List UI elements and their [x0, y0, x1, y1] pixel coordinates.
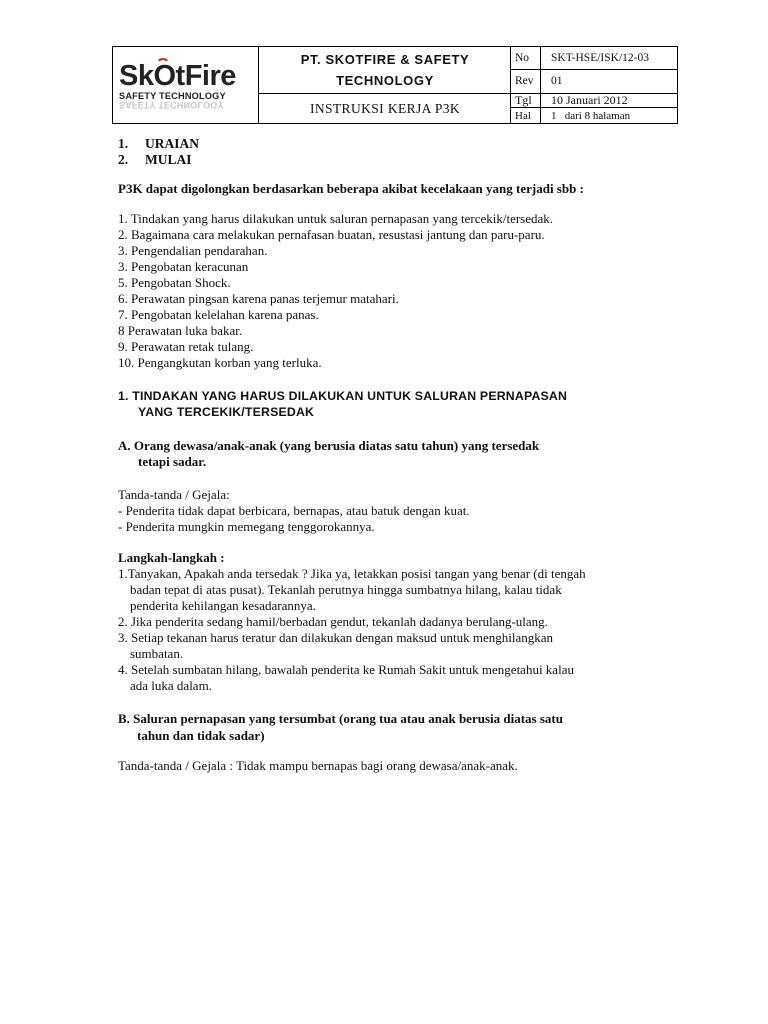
- step-line: badan tepat di atas pusat). Tekanlah perutnya hingga sumbatnya hilang, kalau tidak: [130, 582, 562, 597]
- document-title: INSTRUKSI KERJA P3K: [309, 100, 461, 116]
- meta-row-page: [511, 107, 678, 124]
- step-line: 2. Jika penderita sedang hamil/berbadan gendut, tekanlah dadanya berulang-ulang.: [118, 614, 548, 629]
- meta-value: 10 Januari 2012: [551, 92, 628, 107]
- list-item: 5. Pengobatan Shock.: [118, 275, 231, 290]
- meta-value: SKT-HSE/ISK/12-03: [551, 52, 649, 64]
- symptoms-label: Tanda-tanda / Gejala:: [118, 487, 230, 502]
- logo-tagline: SAFETY TECHNOLOGY: [119, 91, 226, 101]
- meta-row-date: [511, 93, 678, 107]
- meta-key: Tgl: [515, 92, 532, 107]
- logo-wordmark: SkOtFire: [119, 60, 236, 92]
- meta-row-no: [511, 47, 678, 69]
- step-line: 3. Setiap tekanan harus teratur dan dilakukan dengan maksud untuk menghilangkan: [118, 630, 554, 645]
- company-logo: [119, 61, 251, 111]
- logo-flame-o: O: [153, 60, 176, 92]
- step-line: 4. Setelah sumbatan hilang, bawalah penderita ke Rumah Sakit untuk mengetahui kalau: [118, 662, 574, 677]
- company-name-line1: PT. SKOTFIRE & SAFETY: [300, 52, 470, 67]
- document-header: [112, 46, 678, 124]
- subsection-heading-line: tetapi sadar.: [138, 454, 207, 469]
- meta-key: Hal: [515, 109, 531, 122]
- heading-uraian: 1. URAIAN: [118, 136, 199, 151]
- company-name: [259, 47, 511, 93]
- meta-value: 1 dari 8 halaman: [551, 109, 631, 122]
- section-heading-line: 1. TINDAKAN YANG HARUS DILAKUKAN UNTUK SALURAN PERNAPASAN: [118, 389, 568, 403]
- step-line: penderita kehilangan kesadarannya.: [130, 598, 316, 613]
- list-item: 7. Pengobatan kelelahan karena panas.: [118, 307, 319, 322]
- list-item: 1. Tindakan yang harus dilakukan untuk saluran pernapasan yang tercekik/tersedak.: [118, 211, 554, 226]
- intro-paragraph: P3K dapat digolongkan berdasarkan beberapa akibat kecelakaan yang terjadi sbb :: [118, 181, 584, 196]
- meta-value: 01: [551, 75, 563, 87]
- heading-mulai: 2. MULAI: [118, 152, 192, 167]
- list-item: 3. Pengendalian pendarahan.: [118, 243, 268, 258]
- step-line: 1.Tanyakan, Apakah anda tersedak ? Jika ya, letakkan posisi tangan yang benar (di tengah: [118, 566, 586, 581]
- list-item: 8 Perawatan luka bakar.: [118, 323, 243, 338]
- subsection-heading-a: [118, 438, 638, 470]
- section-heading-1: [118, 388, 638, 420]
- symptoms-a: [118, 487, 638, 535]
- subsection-heading-b: [118, 710, 638, 744]
- list-item: 3. Pengobatan keracunan: [118, 259, 249, 274]
- list-item: 10. Pengangkutan korban yang terluka.: [118, 355, 322, 370]
- p3k-category-list: [118, 211, 638, 371]
- logo-tagline-reflection: SAFETY TECHNOLOGY: [119, 100, 224, 110]
- steps-list: [118, 566, 638, 694]
- company-name-line2: TECHNOLOGY: [336, 73, 434, 88]
- list-item: 6. Perawatan pingsan karena panas terjemur matahari.: [118, 291, 399, 306]
- subsection-heading-line: A. Orang dewasa/anak-anak (yang berusia diatas satu tahun) yang tersedak: [118, 438, 540, 453]
- subsection-heading-line: B. Saluran pernapasan yang tersumbat (orang tua atau anak berusia diatas satu: [118, 711, 563, 726]
- step-line: ada luka dalam.: [130, 678, 212, 693]
- meta-key: Rev: [515, 75, 534, 87]
- symptom-item: - Penderita tidak dapat berbicara, bernapas, atau batuk dengan kuat.: [118, 503, 470, 518]
- meta-row-rev: [511, 69, 678, 93]
- step-line: sumbatan.: [130, 646, 184, 661]
- meta-key: No: [515, 52, 530, 64]
- symptom-item: - Penderita mungkin memegang tenggorokannya.: [118, 519, 375, 534]
- subsection-heading-line: tahun dan tidak sadar): [137, 728, 265, 743]
- section-heading-line: YANG TERCEKIK/TERSEDAK: [138, 405, 315, 419]
- symptoms-b: Tanda-tanda / Gejala : Tidak mampu bernapas bagi orang dewasa/anak-anak.: [118, 758, 518, 773]
- list-item: 9. Perawatan retak tulang.: [118, 339, 254, 354]
- steps-title: Langkah-langkah :: [118, 550, 225, 565]
- document-body: [118, 136, 638, 774]
- list-item: 2. Bagaimana cara melakukan pernafasan buatan, resustasi jantung dan paru-paru.: [118, 227, 545, 242]
